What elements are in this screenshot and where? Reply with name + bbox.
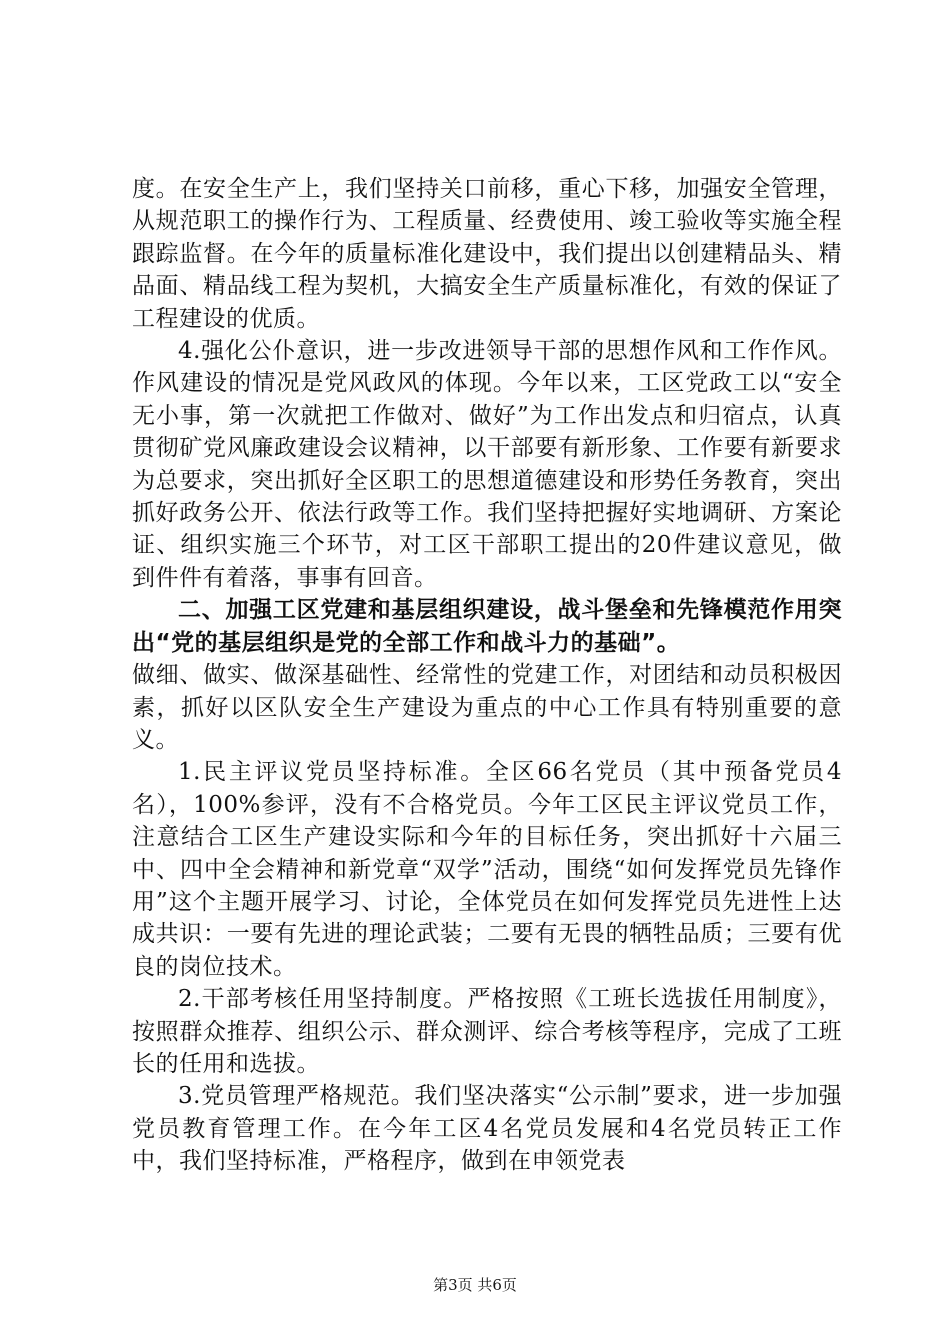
paragraph-item-2-cadre-assessment: 2.干部考核任用坚持制度。严格按照《工班长选拔任用制度》，按照群众推荐、组织公示、群众测评、综合考核等程序，完成了工班长的任用和选拔。 — [132, 986, 842, 1077]
paragraph-item-3-member-management: 3.党员管理严格规范。我们坚决落实“公示制”要求，进一步加强党员教育管理工作。在今年工区4名党员发展和4名党员转正工作中，我们坚持标准，严格程序，做到在申领党表 — [132, 1083, 842, 1175]
section-heading-2: 二、加强工区党建和基层组织建设，战斗堡垒和先锋模范作用突出“党的基层组织是党的全部工作和战斗力的基础”。 — [132, 597, 842, 656]
paragraph-party-building-intro: 做细、做实、做深基础性、经常性的党建工作，对团结和动员积极因素，抓好以区队安全生产建设为重点的中心工作具有特别重要的意义。 — [132, 662, 842, 753]
document-body — [132, 173, 842, 1178]
paragraph-item-1-democratic-review: 1.民主评议党员坚持标准。全区66名党员（其中预备党员4名），100%参评，没有不合格党员。今年工区民主评议党员工作，注意结合工区生产建设实际和今年的目标任务，突出抓好十六届三中、四中全会精神和新党章“双学”活动，围绕“如何发挥党员先锋作用”这个主题开展学习、讨论，全体党员在如何发挥党员先进性上达成共识：一要有先进的理论武装；二要有无畏的牺牲品质；三要有优良的岗位技术。 — [132, 759, 842, 980]
paragraph-safety-production: 度。在安全生产上，我们坚持关口前移，重心下移，加强安全管理，从规范职工的操作行为、工程质量、经费使用、竣工验收等实施全程跟踪监督。在今年的质量标准化建设中，我们提出以创建精品头、精品面、精品线工程为契机，大搞安全生产质量标准化，有效的保证了工程建设的优质。 — [132, 176, 842, 332]
page-footer: 第3页 共6页 — [433, 1276, 517, 1294]
paragraph-item-4-work-style: 4.强化公仆意识，进一步改进领导干部的思想作风和工作作风。作风建设的情况是党风政风的体现。今年以来，工区党政工以“安全无小事，第一次就把工作做对、做好”为工作出发点和归宿点，认真贯彻矿党风廉政建设会议精神，以干部要有新形象、工作要有新要求为总要求，突出抓好全区职工的思想道德建设和形势任务教育，突出抓好政务公开、依法行政等工作。我们坚持把握好实地调研、方案论证、组织实施三个环节，对工区干部职工提出的20件建议意见，做到件件有着落，事事有回音。 — [132, 338, 842, 591]
